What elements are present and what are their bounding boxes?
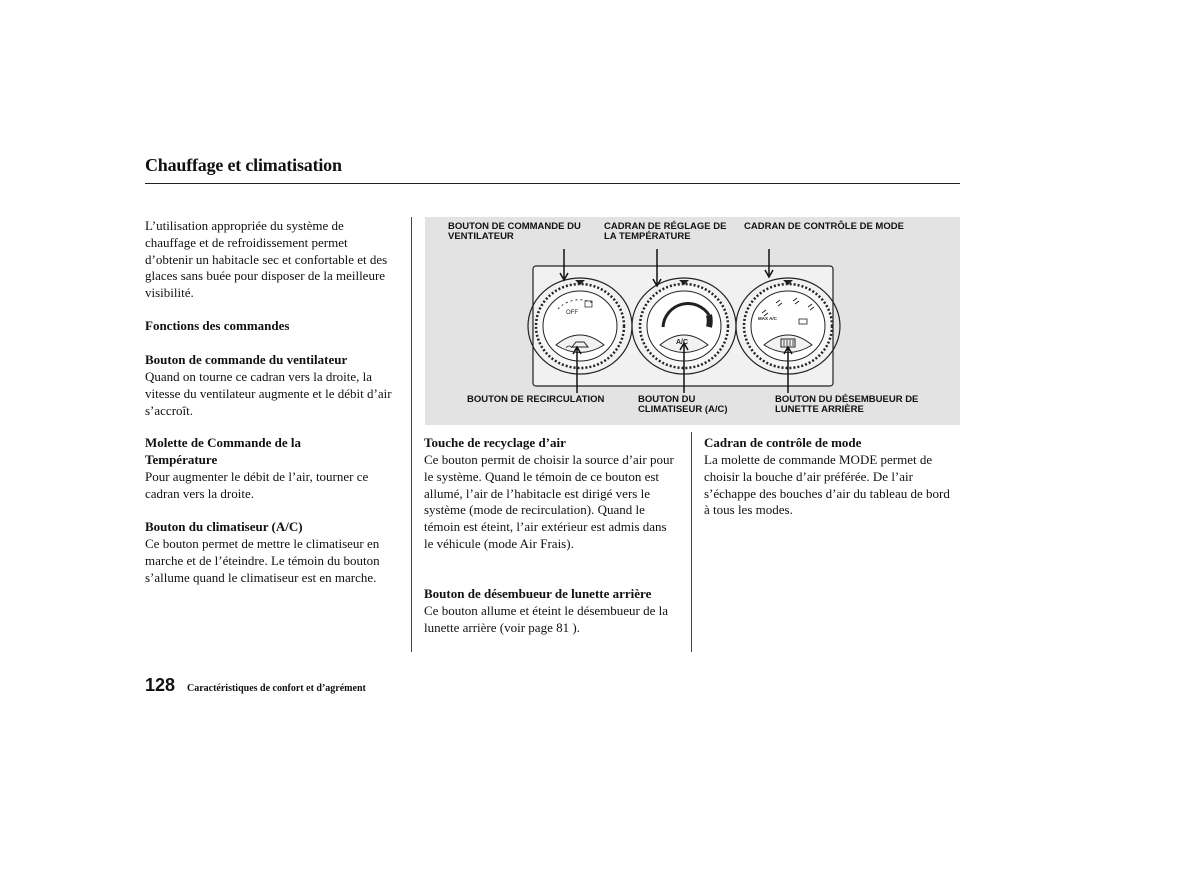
label-temperature-dial: CADRAN DE RÉGLAGE DE LA TEMPÉRATURE	[604, 221, 727, 242]
page-number: 128	[145, 675, 176, 695]
recycle-heading: Touche de recyclage d’air	[424, 435, 566, 450]
label-mode-dial: CADRAN DE CONTRÔLE DE MODE	[744, 221, 904, 232]
mode-heading: Cadran de contrôle de mode	[704, 435, 862, 450]
intro-paragraph: L’utilisation appropriée du système de chauffage et de refroidissement permet d’obtenir un habitacle sec et confortable et des glaces sans buée pour disposer de la meilleure visibilité.	[145, 218, 388, 301]
mode-paragraph: La molette de commande MODE permet de choisir la bouche d’air préférée. De l’air s’échappe des bouches d’air du tableau de bord à tous les modes.	[704, 452, 950, 518]
ac-button-label: A/C	[676, 339, 689, 346]
fan-knob	[528, 278, 632, 374]
fan-off-label: OFF	[566, 310, 578, 316]
ac-heading: Bouton du climatiseur (A/C)	[145, 519, 303, 534]
climate-control-diagram	[425, 217, 960, 425]
label-rear-defrost: BOUTON DU DÉSEMBUEUR DE LUNETTE ARRIÈRE	[775, 394, 919, 415]
functions-heading: Fonctions des commandes	[145, 318, 290, 333]
column-divider-left	[411, 217, 412, 652]
page-title: Chauffage et climatisation	[145, 155, 342, 175]
fan-paragraph: Quand on tourne ce cadran vers la droite, la vitesse du ventilateur augmente et le débit d’air s’accroît.	[145, 369, 392, 418]
max-ac-label: MAX A/C	[758, 316, 777, 321]
temp-heading: Molette de Commande de la Température	[145, 435, 301, 467]
label-ac-button: BOUTON DU CLIMATISEUR (A/C)	[638, 394, 728, 415]
temp-paragraph: Pour augmenter le débit de l’air, tourner ce cadran vers la droite.	[145, 469, 369, 501]
defrost-paragraph: Ce bouton allume et éteint le désembueur de la lunette arrière (voir page 81 ).	[424, 603, 669, 635]
footer-section-title: Caractéristiques de confort et d’agrément	[187, 683, 366, 694]
fan-heading: Bouton de commande du ventilateur	[145, 352, 348, 367]
recycle-paragraph: Ce bouton permit de choisir la source d’air pour le système. Quand le témoin de ce bouton est allumé, l’air de l’habitacle est dirigé vers le système (mode de recirculation). Quand le témoin est éteint, l’air extérieur est admis dans le véhicule (mode Air Frais).	[424, 452, 674, 551]
label-recirculation: BOUTON DE RECIRCULATION	[467, 394, 605, 405]
defrost-heading: Bouton de désembueur de lunette arrière	[424, 586, 652, 601]
ac-paragraph: Ce bouton permet de mettre le climatiseur en marche et de l’éteindre. Le témoin du bouton s’allume quand le climatiseur est en marche.	[145, 536, 380, 585]
label-fan-control: BOUTON DE COMMANDE DU VENTILATEUR	[448, 221, 581, 242]
title-rule	[145, 183, 960, 184]
column-divider-right	[691, 432, 692, 652]
